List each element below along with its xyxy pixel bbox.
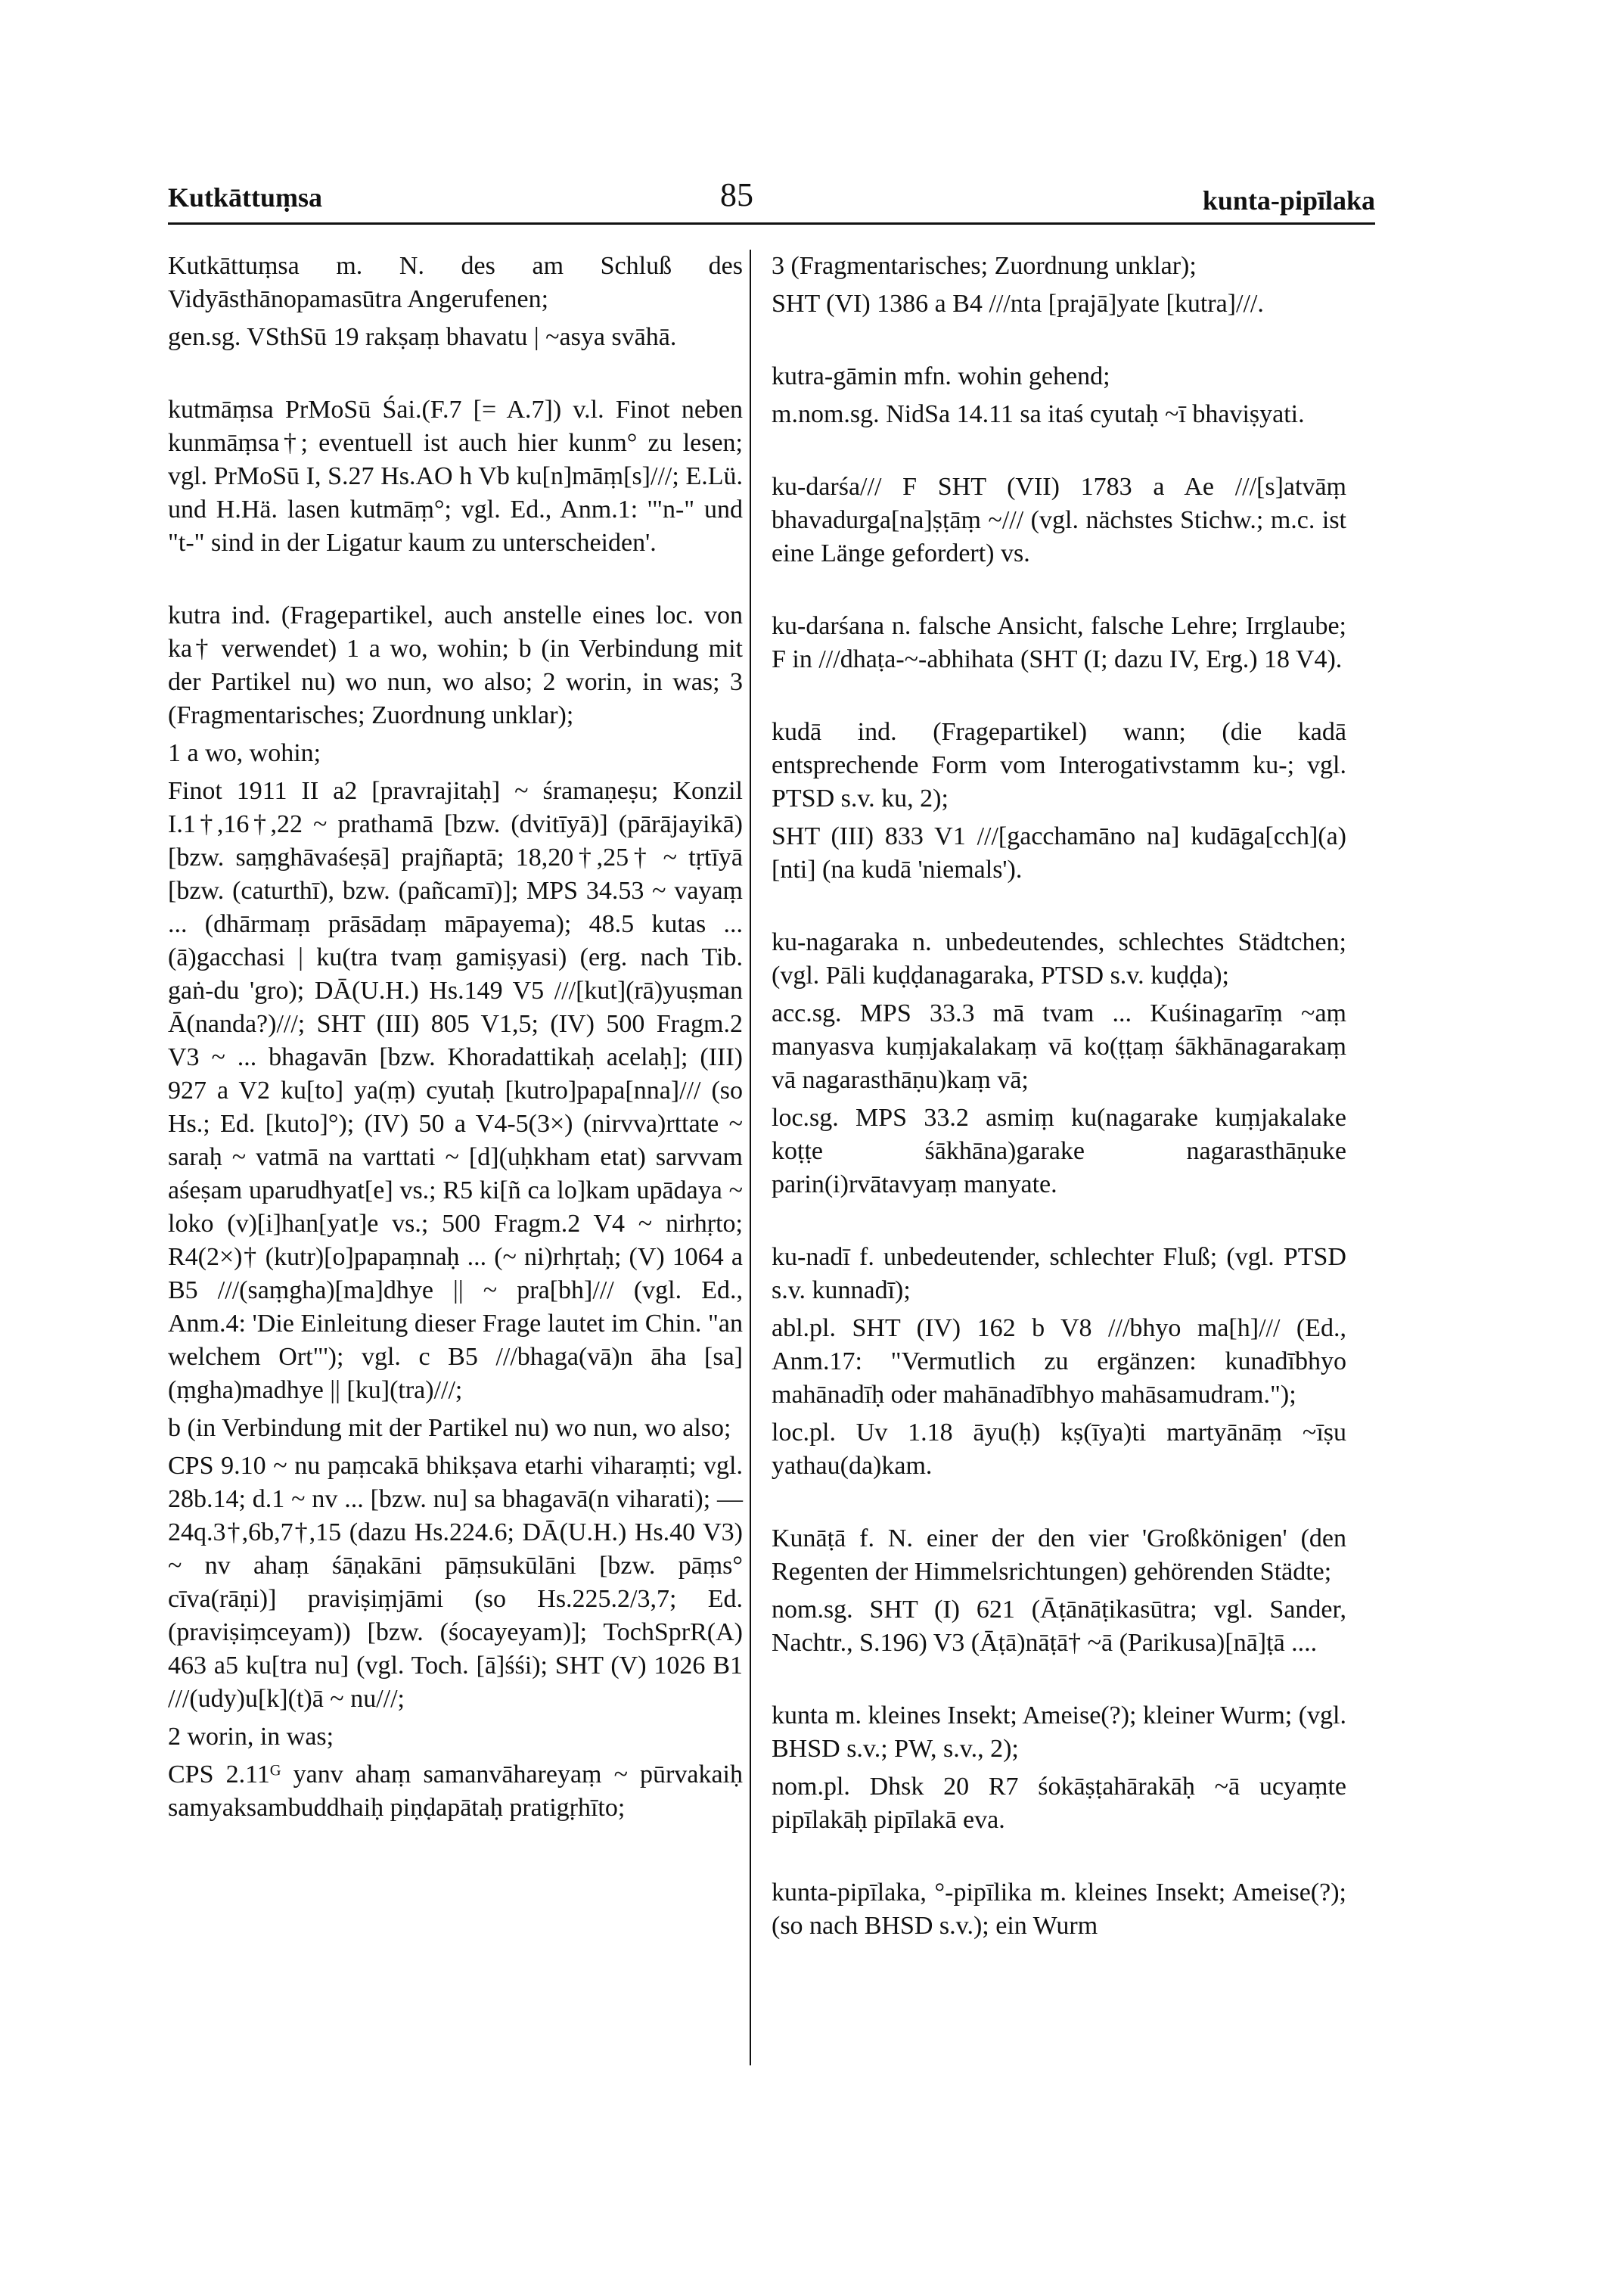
entry-kunata [772, 1522, 1346, 1660]
paragraph: kutra-gāmin mfn. wohin gehend; [772, 362, 1110, 390]
entry-ku-nagaraka [772, 926, 1346, 1201]
entry-ku-darsana [772, 610, 1346, 676]
paragraph: ku-nadī f. unbedeutender, schlechter Fluß; (vgl. PTSD s.v. kunnadī); [772, 1243, 1346, 1304]
paragraph: m.nom.sg. NidSa 14.11 sa itaś cyutaḥ ~ī bhaviṣyati. [772, 400, 1305, 428]
paragraph: loc.pl. Uv 1.18 āyu(ḥ) kṣ(īya)ti martyānāṃ ~īṣu yathau(da)kam. [772, 1419, 1346, 1480]
entry-ku-nadi [772, 1241, 1346, 1483]
paragraph: nom.pl. Dhsk 20 R7 śokāṣṭahārakāḥ ~ā ucyaṃte pipīlakāḥ pipīlakā eva. [772, 1773, 1346, 1834]
entry-kutra-gamin [772, 360, 1346, 431]
paragraph: SHT (VI) 1386 a B4 ///nta [prajā]yate [kutra]///. [772, 290, 1264, 318]
paragraph: kutmāṃsa PrMoSū Śai.(F.7 [= A.7]) v.l. Finot neben kunmāṃsa†; eventuell ist auch hier kunm° zu lesen; vgl. PrMoSū I, S.27 Hs.AO h Vb ku[n]māṃ[s]///; E.Lü. und H.Hä. lasen kutmāṃ°; vgl. Ed., Anm.1: '"n-" und "t-" sind in der Ligatur kaum zu unterscheiden'. [168, 396, 743, 557]
paragraph: CPS 2.11ᴳ yanv ahaṃ samanvāhareyaṃ ~ pūrvakaiḥ samyaksambuddhaiḥ piṇḍapātaḥ pratigṛhīto; [168, 1760, 743, 1822]
paragraph: SHT (III) 833 V1 ///[gacchamāno na] kudāga[cch](a)[nti] (na kudā 'niemals'). [772, 822, 1346, 884]
entry-kutra [168, 599, 743, 1825]
entry-kutra-continued [772, 250, 1346, 321]
paragraph: Finot 1911 II a2 [pravrajitaḥ] ~ śramaṇeṣu; Konzil I.1†,16†,22 ~ prathamā [bzw. (dvitīyā)] (pārājayikā) [bzw. saṃghāvaśeṣā] prajñaptā; 18,20†,25† ~ tṛtīyā [bzw. (caturthī), bzw. (pañcamī)]; MPS 34.53 ~ vayaṃ ... (dhārmaṃ prāsādaṃ māpayema); 48.5 kutas ... (ā)gacchasi | ku(tra tvaṃ gamiṣyasi) (erg. nach Tib. gaṅ-du 'gro); DĀ(U.H.) Hs.149 V5 ///[kut](rā)yuṣman Ā(nanda?)///; SHT (III) 805 V1,5; (IV) 500 Fragm.2 V3 ~ ... bhagavān [bzw. Khoradattikaḥ acelaḥ]; (III) 927 a V2 ku[to] ya(ṃ) cyutaḥ [kutro]papa[nna]/// (so Hs.; Ed. [kuto]°); (IV) 50 a V4-5(3×) (nirvva)rttate ~ saraḥ ~ vatmā na varttati ~ [d](uḥkham etat) sarvvam aśeṣam uparudhyat[e] vs.; R5 ki[ñ ca lo]kam upādaya ~ loko (v)[i]han[yat]e vs.; 500 Fragm.2 V4 ~ nirhṛto; R4(2×)† (kutr)[o]papaṃnaḥ ... (~ ni)rhṛtaḥ; (V) 1064 a B5 ///(saṃgha)[ma]dhye || ~ pra[bh]/// (vgl. Ed., Anm.4: 'Die Einleitung dieser Frage lautet im Chin. "an welchem Ort"'); vgl. c B5 ///bhaga(vā)n āha [sa](ṃgha)madhye || [ku](tra)///; [168, 777, 743, 1404]
paragraph: kudā ind. (Fragepartikel) wann; (die kadā entsprechende Form vom Interogativstamm ku-; vgl. PTSD s.v. ku, 2); [772, 718, 1346, 813]
paragraph: ku-darśa/// F SHT (VII) 1783 a Ae ///[s]atvāṃ bhavadurga[na]ṣṭāṃ ~/// (vgl. nächstes Stichw.; m.c. ist eine Länge gefordert) vs. [772, 473, 1346, 567]
page-header [168, 165, 1375, 225]
paragraph: Kutkāttuṃsa m. N. des am Schluß des Vidyāsthānopamasūtra Angerufenen; [168, 252, 743, 313]
paragraph: Kunāṭā f. N. einer der den vier 'Großkönigen' (den Regenten der Himmelsrichtungen) gehörenden Städte; [772, 1524, 1346, 1586]
running-head-left: Kutkāttuṃsa [168, 182, 323, 213]
entry-ku-darsa [772, 471, 1346, 570]
entry-kutkattumsa [168, 250, 743, 354]
column-divider [750, 250, 751, 2065]
paragraph: kunta-pipīlaka, °-pipīlika m. kleines Insekt; Ameise(?); (so nach BHSD s.v.); ein Wurm [772, 1879, 1346, 1940]
right-column [772, 250, 1346, 1982]
paragraph: loc.sg. MPS 33.2 asmiṃ ku(nagarake kuṃjakalake koṭṭe śākhāna)garake nagarasthāṇuke parin(i)rvātavyaṃ manyate. [772, 1104, 1346, 1198]
paragraph: kunta m. kleines Insekt; Ameise(?); kleiner Wurm; (vgl. BHSD s.v.; PW, s.v., 2); [772, 1701, 1346, 1763]
paragraph: ku-darśana n. falsche Ansicht, falsche Lehre; Irrglaube; F in ///dhaṭa-~-abhihata (SHT (I; dazu IV, Erg.) 18 V4). [772, 612, 1346, 673]
entry-kuda [772, 716, 1346, 887]
entry-kutmamsa [168, 393, 743, 560]
paragraph: ku-nagaraka n. unbedeutendes, schlechtes Städtchen; (vgl. Pāli kuḍḍanagaraka, PTSD s.v. kuḍḍa); [772, 928, 1346, 990]
paragraph: gen.sg. VSthSū 19 rakṣaṃ bhavatu | ~asya svāhā. [168, 323, 677, 351]
paragraph: CPS 9.10 ~ nu paṃcakā bhikṣava etarhi viharaṃti; vgl. 28b.14; d.1 ~ nv ... [bzw. nu] sa bhagavā(n viharati); — 24q.3†,6b,7†,15 (dazu Hs.224.6; DĀ(U.H.) Hs.40 V3) ~ nv ahaṃ śāṇakāni pāṃsukūlāni [bzw. pāṃs° cīva(rāṇi)] praviṣiṃjāmi (so Hs.225.2/3,7; Ed. (praviṣiṃceyam)) [bzw. (śocayeyam)]; TochSprR(A) 463 a5 ku[tra nu] (vgl. Toch. [ā]śśi); SHT (V) 1026 B1 ///(udy)u[k](t)ā ~ nu///; [168, 1452, 743, 1713]
paragraph: kutra ind. (Fragepartikel, auch anstelle eines loc. von ka† verwendet) 1 a wo, wohin; b (in Verbindung mit der Partikel nu) wo nun, wo also; 2 worin, in was; 3 (Fragmentarisches; Zuordnung unklar); [168, 601, 743, 729]
paragraph: nom.sg. SHT (I) 621 (Āṭānāṭikasūtra; vgl. Sander, Nachtr., S.196) V3 (Āṭā)nāṭā† ~ā (Parikusa)[nā]ṭā .... [772, 1596, 1346, 1657]
paragraph: acc.sg. MPS 33.3 mā tvam ... Kuśinagarīṃ ~aṃ manyasva kuṃjakalakaṃ vā ko(ṭṭaṃ śākhānagarakaṃ vā nagarasthāṇu)kaṃ vā; [772, 999, 1346, 1094]
page-number: 85 [720, 176, 753, 213]
paragraph: 3 (Fragmentarisches; Zuordnung unklar); [772, 252, 1197, 280]
paragraph: 1 a wo, wohin; [168, 739, 321, 767]
left-column [168, 250, 743, 1864]
paragraph: b (in Verbindung mit der Partikel nu) wo nun, wo also; [168, 1414, 731, 1442]
entry-kunta [772, 1699, 1346, 1837]
paragraph: 2 worin, in was; [168, 1723, 334, 1751]
running-head-right: kunta-pipīlaka [1202, 185, 1375, 216]
paragraph: abl.pl. SHT (IV) 162 b V8 ///bhyo ma[h]/// (Ed., Anm.17: "Vermutlich zu ergänzen: kunadībhyo mahānadīḥ oder mahānadībhyo mahāsamudram."); [772, 1314, 1346, 1409]
entry-kunta-pipilaka [772, 1876, 1346, 1943]
